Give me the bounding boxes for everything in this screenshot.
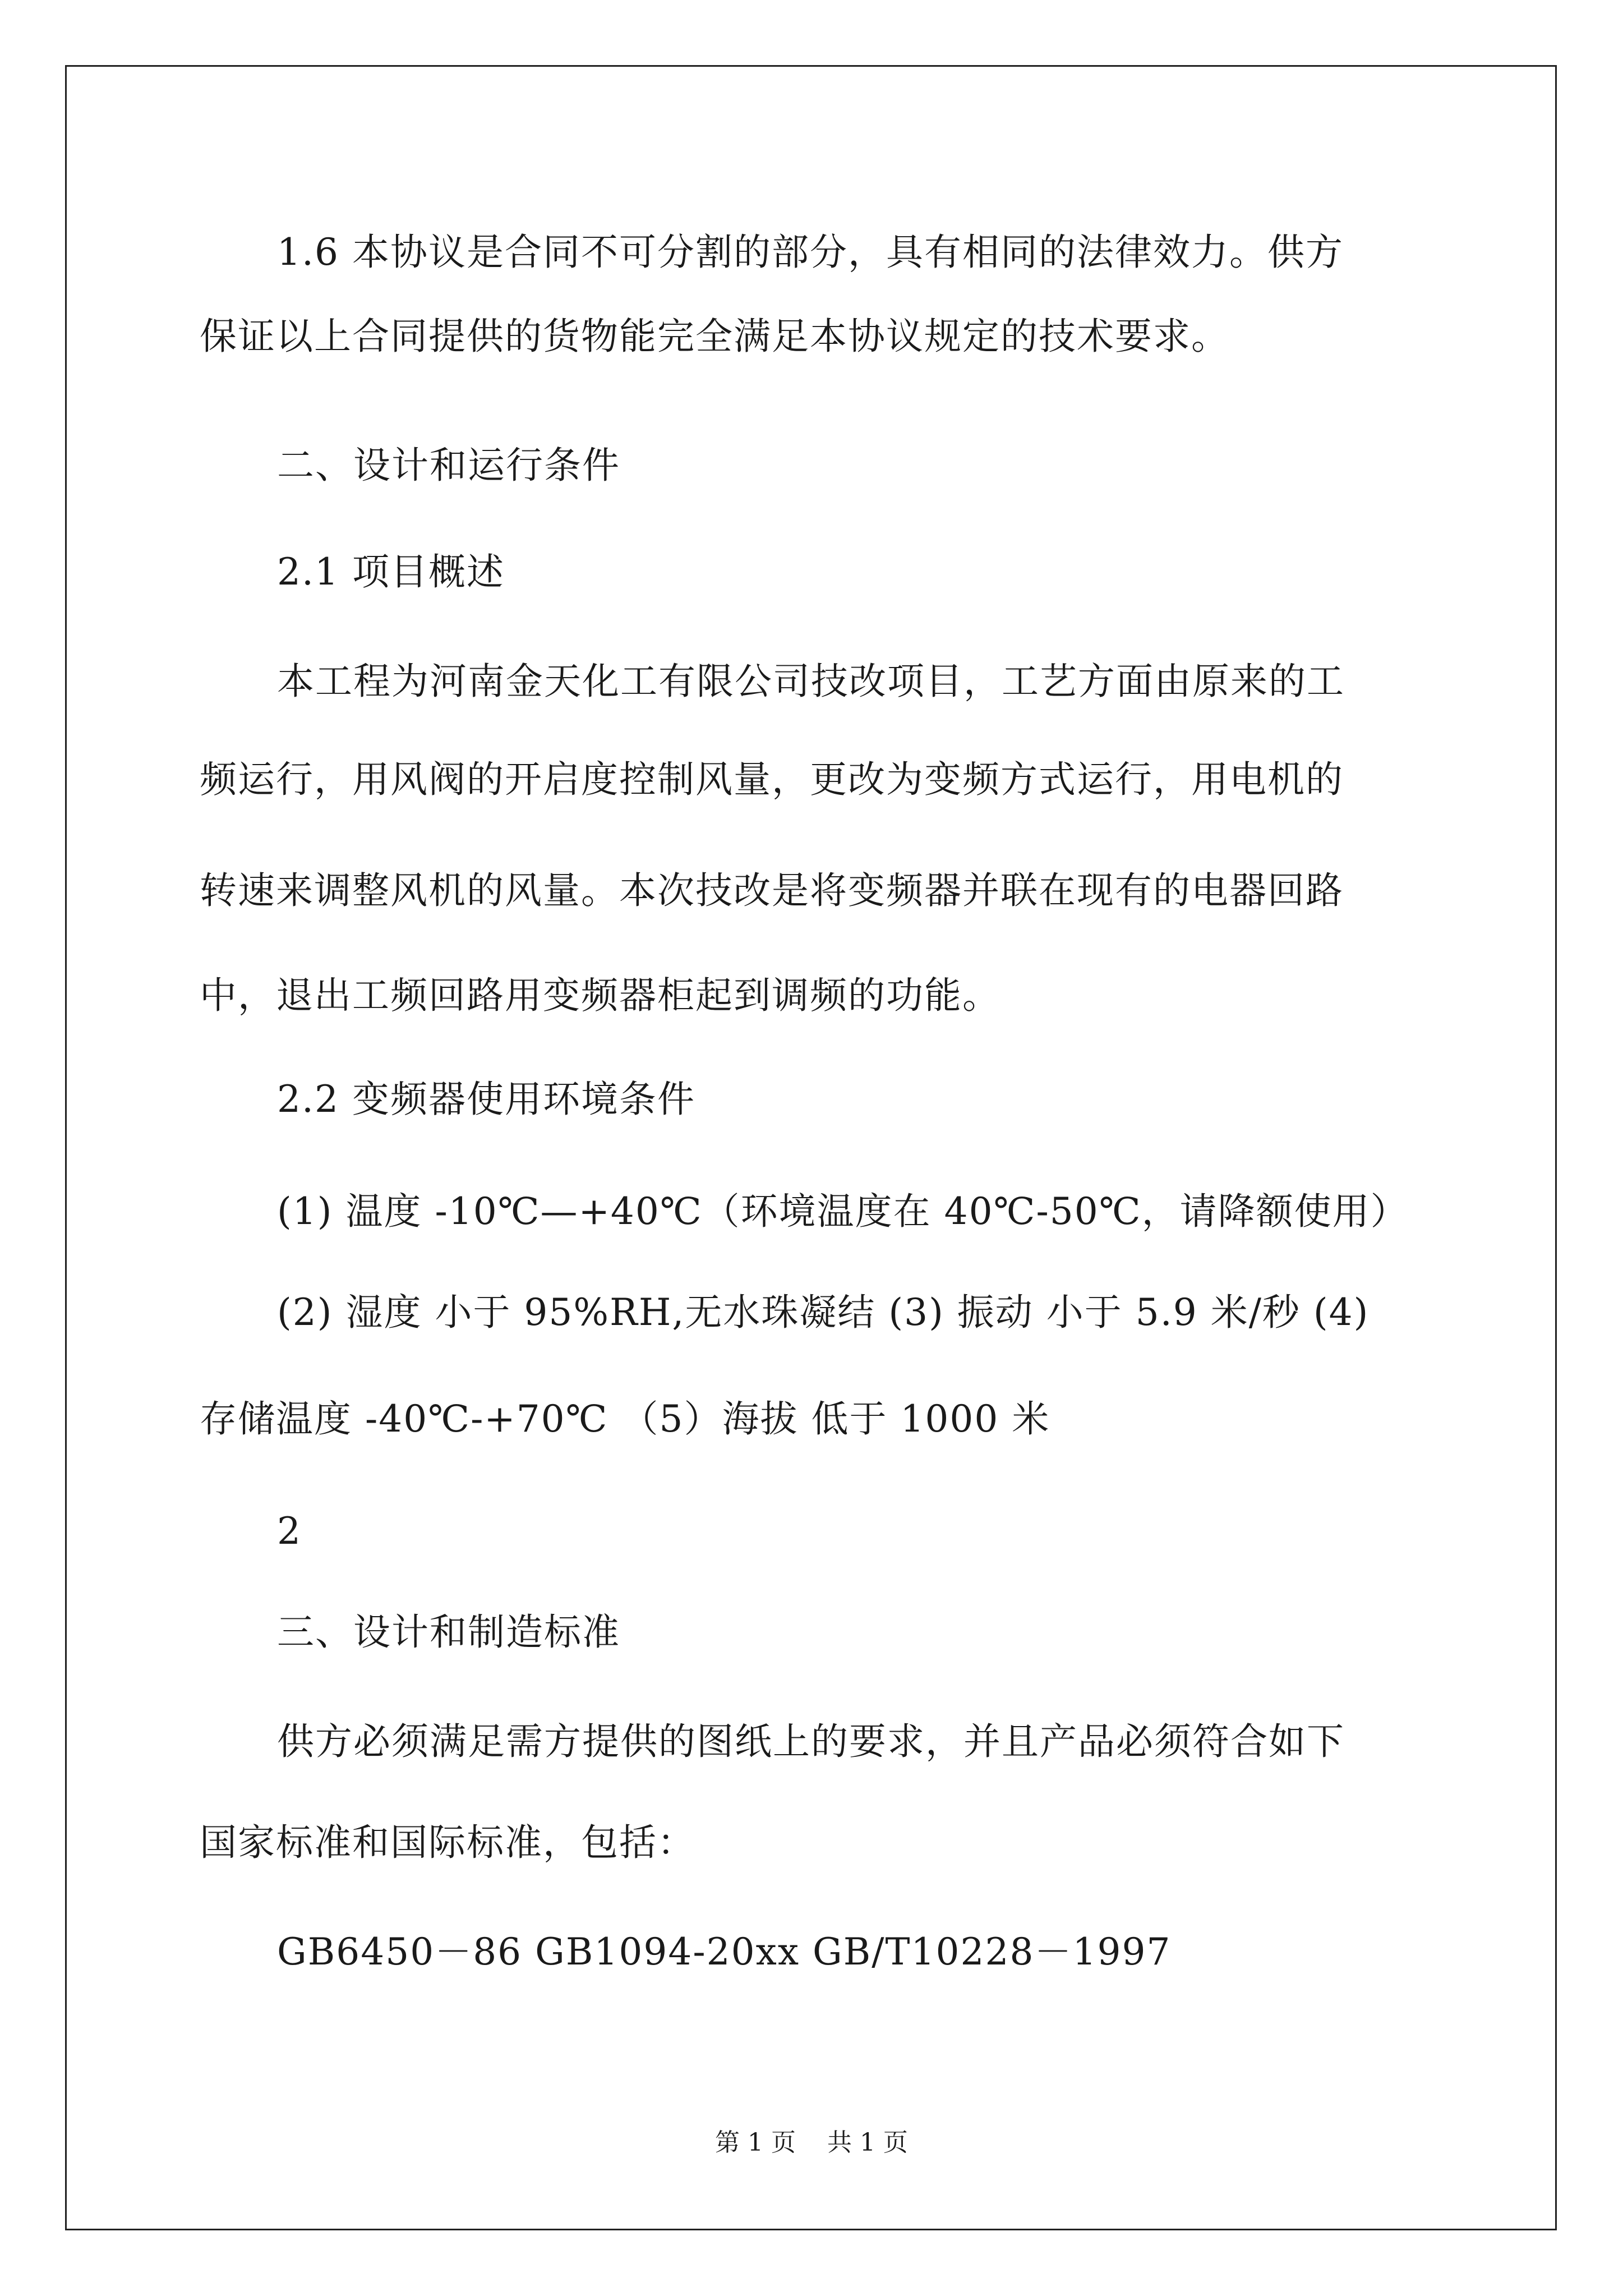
paragraph-line: GB6450－86 GB1094-20xx GB/T10228－1997 <box>277 1930 1172 1973</box>
paragraph-line: 供方必须满足需方提供的图纸上的要求，并且产品必须符合如下 <box>277 1720 1345 1763</box>
paragraph-line: 中，退出工频回路用变频器柜起到调频的功能。 <box>200 974 1000 1017</box>
paragraph-line: 保证以上合同提供的货物能完全满足本协议规定的技术要求。 <box>200 315 1229 358</box>
paragraph-line: (2) 湿度 小于 95%RH,无水珠凝结 (3) 振动 小于 5.9 米/秒 (4) <box>277 1291 1370 1334</box>
subsection-heading: 2.1 项目概述 <box>277 550 505 593</box>
section-heading: 三、设计和制造标准 <box>277 1611 620 1654</box>
paragraph-line: 国家标准和国际标准，包括： <box>200 1821 695 1864</box>
paragraph-line: 存储温度 -40℃-+70℃ （5）海拔 低于 1000 米 <box>200 1397 1050 1441</box>
page-number-text: 2 <box>277 1510 302 1553</box>
page-border <box>65 65 1557 2230</box>
paragraph-line: 转速来调整风机的风量。本次技改是将变频器并联在现有的电器回路 <box>200 869 1344 912</box>
subsection-heading: 2.2 变频器使用环境条件 <box>277 1078 695 1121</box>
section-heading: 二、设计和运行条件 <box>277 444 620 487</box>
paragraph-line: 1.6 本协议是合同不可分割的部分，具有相同的法律效力。供方 <box>277 231 1344 274</box>
page-footer: 第 1 页 共 1 页 <box>715 2128 908 2157</box>
paragraph-line: 本工程为河南金天化工有限公司技改项目，工艺方面由原来的工 <box>277 660 1345 703</box>
paragraph-line: 频运行，用风阀的开启度控制风量，更改为变频方式运行，用电机的 <box>200 758 1344 801</box>
paragraph-line: (1) 温度 -10℃—+40℃（环境温度在 40℃-50℃，请降额使用） <box>277 1190 1409 1233</box>
